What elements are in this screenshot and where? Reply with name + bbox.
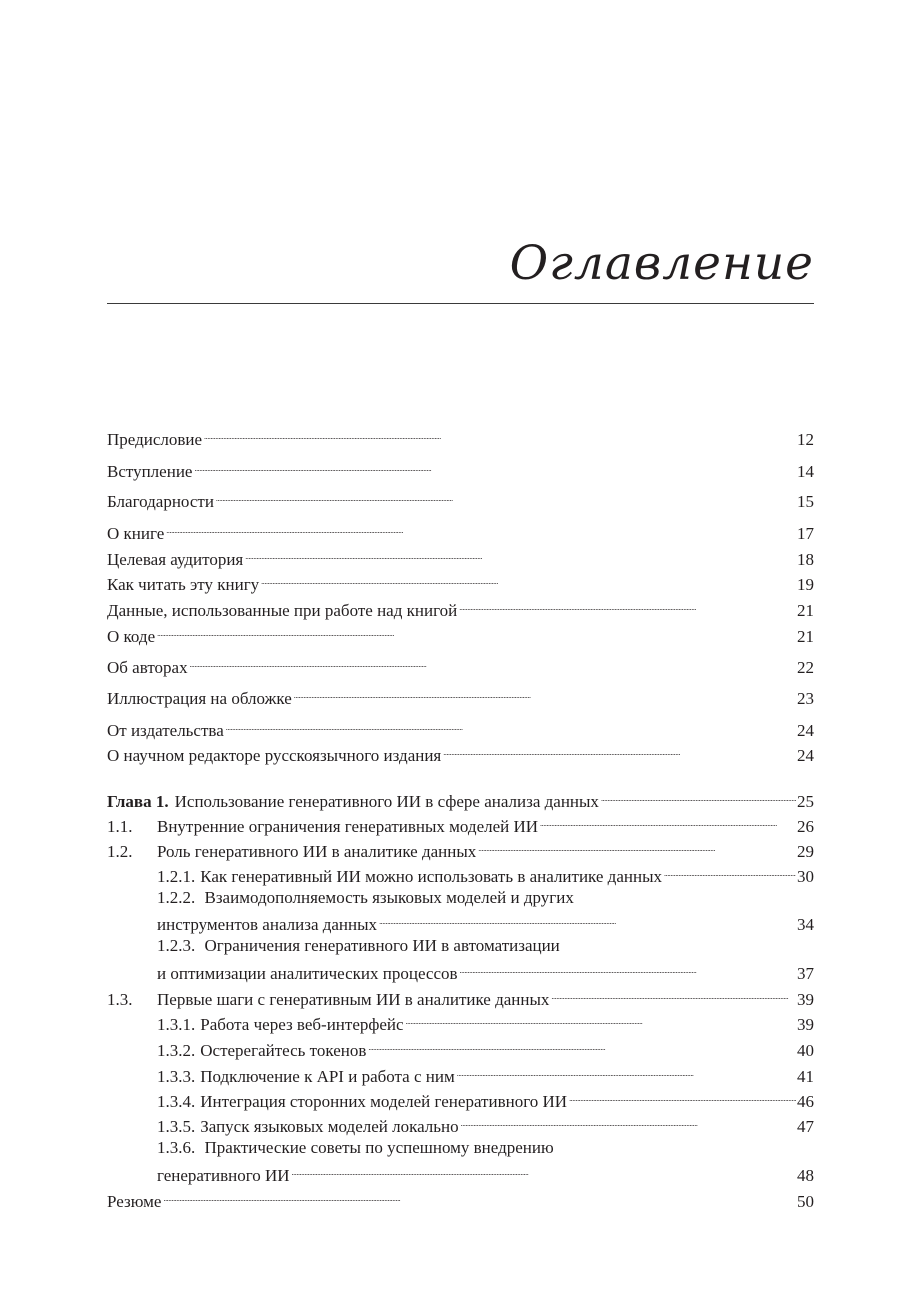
- dot-leader: [204, 424, 796, 445]
- toc-entry-title: Об авторах: [107, 658, 188, 677]
- toc-page-number: 25: [797, 792, 814, 811]
- toc-entry-title: Первые шаги с генеративным ИИ в аналитике данных: [157, 990, 550, 1009]
- toc-entry-section-1-3-5[interactable]: [157, 1111, 814, 1136]
- toc-page-number: 34: [797, 915, 814, 934]
- dot-leader: [601, 786, 796, 807]
- toc-page-number: 41: [797, 1067, 814, 1086]
- toc-page-number: 24: [797, 746, 814, 765]
- toc-page-number: 50: [797, 1192, 814, 1211]
- toc-entry-cover-illustration[interactable]: [107, 683, 814, 708]
- toc-page-number: 40: [797, 1041, 814, 1060]
- toc-entry-about-book[interactable]: [107, 518, 814, 543]
- toc-page-number: 24: [797, 721, 814, 740]
- toc-entry-section-1-2-3-line1[interactable]: [157, 935, 560, 956]
- section-number: 1.3.3.: [157, 1067, 196, 1086]
- toc-entry-section-1-2-1[interactable]: [157, 861, 814, 886]
- toc-entry-title: Предисловие: [107, 430, 203, 449]
- toc-entry-chapter-1[interactable]: [107, 786, 814, 811]
- toc-entry-section-1-2[interactable]: [107, 836, 814, 861]
- toc-entry-title: Работа через веб-интерфейс: [200, 1015, 404, 1034]
- toc-page-number: 22: [797, 658, 814, 677]
- section-number: 1.3.: [107, 990, 133, 1009]
- toc-entry-section-1-2-3[interactable]: [157, 958, 814, 983]
- toc-entry-section-1-3-1[interactable]: [157, 1009, 814, 1034]
- toc-entry-title: Внутренние ограничения генеративных моделей ИИ: [157, 817, 539, 836]
- toc-page-number: 21: [797, 627, 814, 646]
- dot-leader: [190, 652, 796, 673]
- toc-page-number: 30: [797, 867, 814, 886]
- section-number: 1.1.: [107, 817, 133, 836]
- toc-entry-section-1-3-4[interactable]: [157, 1086, 814, 1111]
- section-number: 1.2.1.: [157, 867, 196, 886]
- dot-leader: [368, 1035, 796, 1056]
- toc-entry-title-line1: Ограничения генеративного ИИ в автоматизации: [204, 936, 560, 955]
- dot-leader: [459, 595, 796, 616]
- dot-leader: [157, 621, 796, 642]
- toc-entry-title: Использование генеративного ИИ в сфере анализа данных: [174, 792, 599, 811]
- dot-leader: [460, 958, 796, 979]
- toc-entry-title: Остерегайтесь токенов: [200, 1041, 367, 1060]
- toc-page-number: 18: [797, 550, 814, 569]
- toc-entry-acknowledgements[interactable]: [107, 486, 814, 511]
- section-number: 1.2.3.: [157, 936, 196, 955]
- dot-leader: [216, 486, 796, 507]
- dot-leader: [457, 1061, 796, 1082]
- toc-page-number: 29: [797, 842, 814, 861]
- dot-leader: [461, 1111, 796, 1132]
- toc-entry-title: Благодарности: [107, 492, 214, 511]
- dot-leader: [406, 1009, 796, 1030]
- toc-entry-section-1-2-2[interactable]: [157, 909, 814, 934]
- toc-entry-title: Запуск языковых моделей локально: [200, 1117, 459, 1136]
- toc-entry-summary[interactable]: [107, 1186, 814, 1211]
- toc-page-number: 39: [797, 990, 814, 1009]
- dot-leader: [194, 456, 796, 477]
- dot-leader: [245, 544, 796, 565]
- dot-leader: [292, 1160, 796, 1181]
- toc-entry-scientific-editor[interactable]: [107, 740, 814, 765]
- section-number: 1.3.6.: [157, 1138, 196, 1157]
- toc-entry-title: О коде: [107, 627, 156, 646]
- section-number: 1.3.5.: [157, 1117, 196, 1136]
- toc-entry-data-used[interactable]: [107, 595, 814, 620]
- toc-entry-title: Роль генеративного ИИ в аналитике данных: [157, 842, 477, 861]
- toc-page-number: 15: [797, 492, 814, 511]
- toc-entry-section-1-3-6-line1[interactable]: [157, 1137, 554, 1158]
- section-number: 1.2.: [107, 842, 133, 861]
- dot-leader: [261, 569, 796, 590]
- toc-entry-audience[interactable]: [107, 544, 814, 569]
- toc-entry-title-line2: и оптимизации аналитических процессов: [157, 964, 458, 983]
- toc-entry-section-1-3-2[interactable]: [157, 1035, 814, 1060]
- dot-leader: [569, 1086, 796, 1107]
- toc-entry-introduction[interactable]: [107, 456, 814, 481]
- toc-page-number: 48: [797, 1166, 814, 1185]
- dot-leader: [478, 836, 796, 857]
- toc-page-number: 39: [797, 1015, 814, 1034]
- toc-entry-title: Интеграция сторонних моделей генеративного ИИ: [200, 1092, 568, 1111]
- dot-leader: [664, 861, 796, 882]
- section-number: 1.3.2.: [157, 1041, 196, 1060]
- dot-leader: [226, 715, 796, 736]
- toc-entry-section-1-2-2-line1[interactable]: [157, 887, 574, 908]
- toc-entry-from-publisher[interactable]: [107, 715, 814, 740]
- toc-page-number: 37: [797, 964, 814, 983]
- dot-leader: [163, 1186, 796, 1207]
- toc-entry-title: От издательства: [107, 721, 224, 740]
- toc-page-number: 23: [797, 689, 814, 708]
- toc-entry-title-line1: Практические советы по успешному внедрению: [204, 1138, 554, 1157]
- toc-page-number: 46: [797, 1092, 814, 1111]
- dot-leader: [551, 984, 796, 1005]
- dot-leader: [166, 518, 796, 539]
- toc-entry-about-authors[interactable]: [107, 652, 814, 677]
- toc-entry-title-line1: Взаимодополняемость языковых моделей и других: [204, 888, 574, 907]
- toc-entry-title: Вступление: [107, 462, 193, 481]
- toc-entry-title: Как генеративный ИИ можно использовать в аналитике данных: [200, 867, 662, 886]
- toc-entry-section-1-3[interactable]: [107, 984, 814, 1009]
- toc-entry-title-line2: инструментов анализа данных: [157, 915, 378, 934]
- toc-entry-section-1-3-6[interactable]: [157, 1160, 814, 1185]
- toc-entry-section-1-3-3[interactable]: [157, 1061, 814, 1086]
- toc-entry-how-to-read[interactable]: [107, 569, 814, 594]
- title-rule: [107, 303, 814, 304]
- toc-entry-title: О научном редакторе русскоязычного издания: [107, 746, 442, 765]
- toc-entry-title: Целевая аудитория: [107, 550, 244, 569]
- toc-page-number: 12: [797, 430, 814, 449]
- toc-entry-title-line2: генеративного ИИ: [157, 1166, 290, 1185]
- page-title: Оглавление: [509, 236, 814, 291]
- toc-page-number: 19: [797, 575, 814, 594]
- toc-entry-title: Как читать эту книгу: [107, 575, 260, 594]
- toc-page-number: 14: [797, 462, 814, 481]
- dot-leader: [540, 811, 796, 832]
- section-number: 1.3.4.: [157, 1092, 196, 1111]
- toc-entry-about-code[interactable]: [107, 621, 814, 646]
- toc-entry-section-1-1[interactable]: [107, 811, 814, 836]
- toc-page-number: 17: [797, 524, 814, 543]
- toc-entry-title: Подключение к API и работа с ним: [200, 1067, 455, 1086]
- dot-leader: [379, 909, 796, 930]
- toc-entry-title: О книге: [107, 524, 165, 543]
- toc-entry-title: Данные, использованные при работе над книгой: [107, 601, 458, 620]
- toc-entry-title: Иллюстрация на обложке: [107, 689, 292, 708]
- toc-page-number: 21: [797, 601, 814, 620]
- chapter-label: Глава 1.: [107, 792, 169, 811]
- toc-page-number: 47: [797, 1117, 814, 1136]
- toc-page-number: 26: [797, 817, 814, 836]
- toc-entry-title: Резюме: [107, 1192, 162, 1211]
- toc-entry-preface[interactable]: [107, 424, 814, 449]
- dot-leader: [294, 683, 796, 704]
- dot-leader: [443, 740, 796, 761]
- section-number: 1.2.2.: [157, 888, 196, 907]
- section-number: 1.3.1.: [157, 1015, 196, 1034]
